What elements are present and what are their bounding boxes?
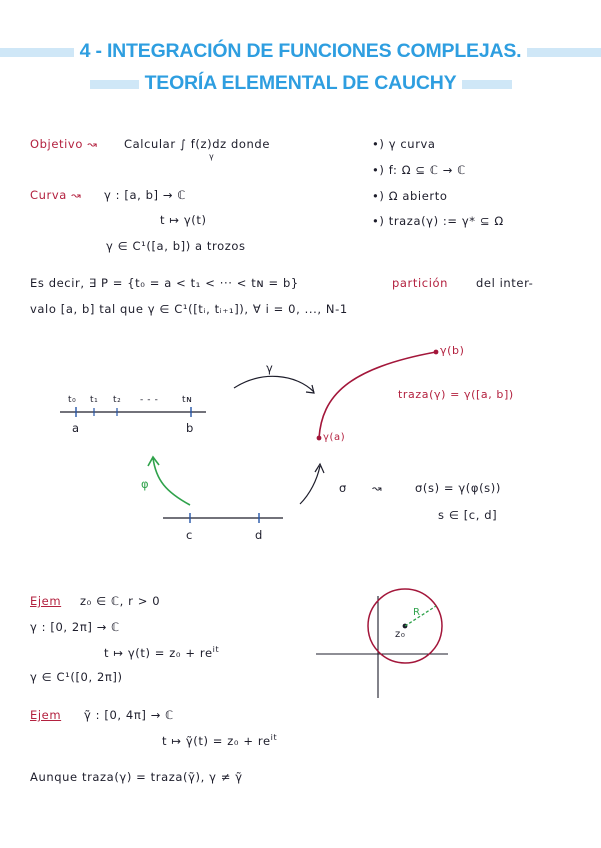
integral-subscript: γ: [209, 152, 215, 161]
point-gamma-b: [434, 350, 439, 355]
curva-def: γ : [a, b] → ℂ: [104, 188, 186, 202]
curva-label: Curva ↝: [30, 188, 82, 202]
ejemplo1-label: Ejem: [30, 594, 62, 608]
bullet-abierto: •) Ω abierto: [372, 189, 448, 203]
label-sigma-eq: σ(s) = γ(φ(s)): [415, 481, 501, 495]
conclusion: Aunque traza(γ) = traza(γ̃), γ ≠ γ̃: [30, 770, 243, 784]
ejemplo2-label: Ejem: [30, 708, 62, 722]
label-gamma-a: γ(a): [323, 432, 346, 443]
objetivo-label: Objetivo ↝: [30, 137, 98, 151]
particion-text-1: Es decir, ∃ P = {t₀ = a < t₁ < ··· < tɴ = b}: [30, 276, 299, 290]
label-gamma-arrow: γ: [266, 361, 274, 375]
label-phi: φ: [141, 477, 150, 491]
label-c: c: [186, 528, 193, 542]
particion-text-2: del inter-: [476, 276, 534, 290]
label-R: R: [413, 607, 421, 618]
label-sigma-arrow: ↝: [372, 481, 383, 495]
label-tN: tɴ: [182, 395, 193, 405]
label-t2: t₂: [113, 395, 122, 405]
particion-word: partición: [392, 276, 449, 290]
bullet-funcion: •) f: Ω ⊆ ℂ → ℂ: [372, 163, 466, 177]
objetivo-text: Calcular ∫ f(z)dz donde: [124, 137, 271, 151]
arrow-gamma: [234, 376, 314, 392]
curva-regularidad: γ ∈ C¹([a, b]) a trozos: [106, 239, 246, 253]
arrow-sigma: [300, 466, 320, 504]
page-title-line-1: 4 - INTEGRACIÓN DE FUNCIONES COMPLEJAS.: [0, 40, 601, 63]
label-gamma-b: γ(b): [440, 344, 465, 357]
page-title-line-2: TEORÍA ELEMENTAL DE CAUCHY: [0, 72, 601, 95]
label-dots: - - -: [140, 395, 159, 405]
bullet-curva: •) γ curva: [372, 137, 436, 151]
label-sigma: σ: [339, 481, 347, 495]
ejemplo1-line1: z₀ ∈ ℂ, r > 0: [80, 594, 161, 608]
point-gamma-a: [317, 436, 322, 441]
label-z0: z₀: [395, 629, 406, 640]
ejemplo1-line2: γ : [0, 2π] → ℂ: [30, 620, 120, 634]
curva-map: t ↦ γ(t): [160, 213, 207, 227]
label-t0: t₀: [68, 395, 77, 405]
label-d: d: [255, 528, 263, 542]
bullet-traza: •) traza(γ) := γ* ⊆ Ω: [372, 214, 504, 228]
label-s-range: s ∈ [c, d]: [438, 508, 498, 522]
label-traza: traza(γ) = γ([a, b]): [398, 388, 514, 401]
ejemplo2-line1: γ̃ : [0, 4π] → ℂ: [84, 708, 174, 722]
ejemplo1-line4: γ ∈ C¹([0, 2π]): [30, 670, 123, 684]
ejemplo2-line2: t ↦ γ̃(t) = $z_0 + re^{it}$: [162, 733, 278, 748]
label-b: b: [186, 421, 194, 435]
label-t1: t₁: [90, 395, 99, 405]
ejemplo1-line3: t ↦ $\gamma(t) = z_0 + re^{it}$: [104, 645, 220, 660]
particion-text-3: valo [a, b] tal que γ ∈ C¹([tᵢ, tᵢ₊₁]), ∀ i = 0, ..., N-1: [30, 302, 348, 316]
label-a: a: [72, 421, 80, 435]
